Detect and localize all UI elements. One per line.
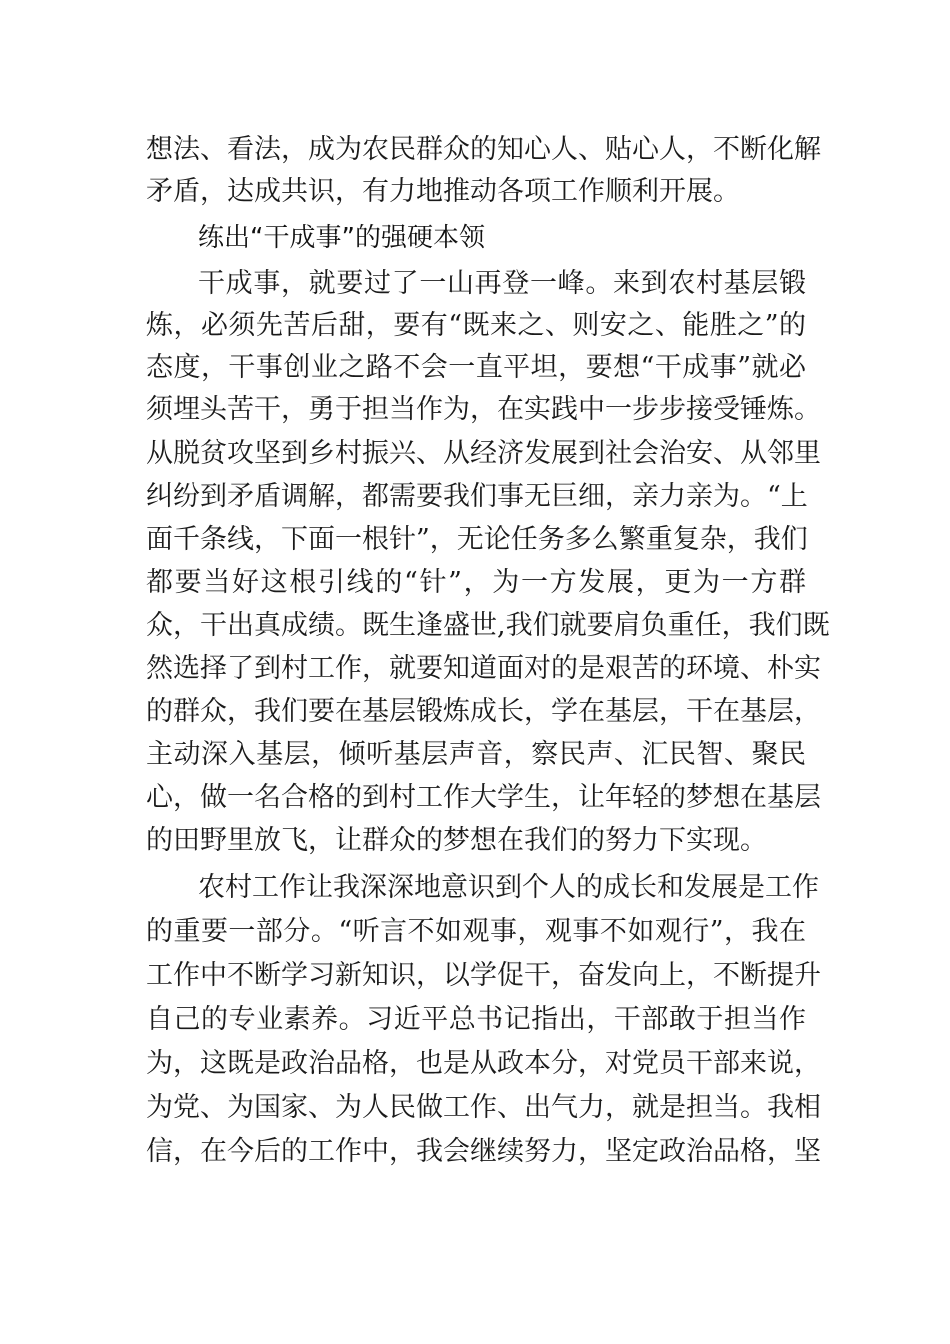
paragraph-line: 干成事，就要过了一山再登一峰。来到农村基层锻 [198, 268, 806, 299]
paragraph-line: 从脱贫攻坚到乡村振兴、从经济发展到社会治安、从邻里 [146, 438, 821, 469]
paragraph-line: 心，做一名合格的到村工作大学生，让年轻的梦想在基层 [146, 782, 821, 813]
paragraph-line: 想法、看法，成为农民群众的知心人、贴心人，不断化解 [146, 134, 821, 165]
paragraph-line: 的群众，我们要在基层锻炼成长，学在基层，干在基层， [146, 696, 821, 727]
paragraph-line: 须埋头苦干，勇于担当作为，在实践中一步步接受锤炼。 [146, 394, 821, 425]
paragraph-line: 信，在今后的工作中，我会继续努力，坚定政治品格，坚 [146, 1136, 821, 1167]
paragraph-line: 农村工作让我深深地意识到个人的成长和发展是工作 [198, 872, 819, 903]
paragraph-line: 纠纷到矛盾调解，都需要我们事无巨细，亲力亲为。“上 [146, 481, 808, 512]
paragraph-line: 主动深入基层，倾听基层声音，察民声、汇民智、聚民 [146, 739, 806, 770]
paragraph-line: 众，干出真成绩。既生逢盛世,我们就要肩负重任，我们既 [146, 610, 830, 641]
paragraph-line: 矛盾，达成共识，有力地推动各项工作顺利开展。 [146, 176, 740, 207]
paragraph-line: 态度，干事创业之路不会一直平坦，要想“干成事”就必 [146, 352, 806, 383]
paragraph-line: 都要当好这根引线的“针”，为一方发展，更为一方群 [146, 567, 806, 598]
paragraph-line: 的田野里放飞，让群众的梦想在我们的努力下实现。 [146, 825, 767, 856]
paragraph-line: 自己的专业素养。习近平总书记指出，干部敢于担当作 [146, 1004, 806, 1035]
paragraph-line: 的重要一部分。“听言不如观事，观事不如观行”，我在 [146, 916, 806, 947]
paragraph-line: 为党、为国家、为人民做工作、出气力，就是担当。我相 [146, 1092, 821, 1123]
paragraph-line: 工作中不断学习新知识，以学促干，奋发向上，不断提升 [146, 960, 821, 991]
section-heading: 练出“干成事”的强硬本领 [198, 223, 485, 253]
paragraph-line: 为，这既是政治品格，也是从政本分，对党员干部来说， [146, 1048, 821, 1079]
paragraph-line: 炼，必须先苦后甜，要有“既来之、则安之、能胜之”的 [146, 310, 806, 341]
paragraph-line: 然选择了到村工作，就要知道面对的是艰苦的环境、朴实 [146, 653, 821, 684]
paragraph-line: 面千条线，下面一根针”，无论任务多么繁重复杂，我们 [146, 524, 808, 555]
